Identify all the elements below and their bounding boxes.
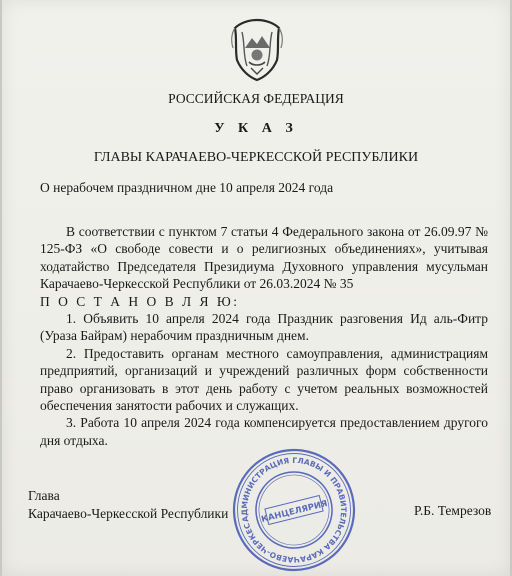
signatory-name: Р.Б. Темрезов xyxy=(414,503,492,518)
issuer-heading: ГЛАВЫ КАРАЧАЕВО-ЧЕРКЕССКОЙ РЕСПУБЛИКИ xyxy=(93,150,419,165)
stamp-outer-text: АДМИНИСТРАЦИЯ ГЛАВЫ И ПРАВИТЕЛЬСТВА КАРАЧАЕВО-ЧЕРКЕССКОЙ xyxy=(239,455,349,565)
document-body xyxy=(40,223,488,449)
preamble-paragraph: В соответствии с пунктом 7 статьи 4 Федерального закона от 26.09.97 № 125-ФЗ «О свободе совести и о религиозных объединениях», учитывая ходатайство Председателя Президиума Духовного управления мусульман Карачаево-Черкесской Республики от 26.03.2024 № 35 xyxy=(40,224,488,292)
decree-word: П О С Т А Н О В Л Я Ю: xyxy=(40,293,240,309)
signatory-title-line2: Карачаево-Черкесской Республики xyxy=(28,506,229,521)
decree-item-2: 2. Предоставить органам местного самоуправления, администрациям предприятий, организаций и учреждений различных форм собственности право организовать в этот день работу с учетом реальных возможностей обеспечения занятости рабочих и служащих. xyxy=(40,345,488,414)
country-heading: РОССИЙСКАЯ ФЕДЕРАЦИЯ xyxy=(168,91,344,106)
stamp-center-text: КАНЦЕЛЯРИЯ xyxy=(260,498,329,525)
signatory-title xyxy=(28,487,228,523)
document-page xyxy=(2,0,510,576)
official-stamp-seal xyxy=(230,446,358,574)
decree-heading: У К А З xyxy=(214,121,298,136)
coat-of-arms-icon xyxy=(225,14,289,84)
signatory-title-line1: Глава xyxy=(28,488,60,503)
decree-item-1: 1. Объявить 10 апреля 2024 года Праздник разговения Ид аль-Фитр (Ураза Байрам) нерабочим праздничным днем. xyxy=(40,311,488,344)
document-subject: О нерабочем праздничном дне 10 апреля 2024 года xyxy=(40,180,334,195)
decree-item-3: 3. Работа 10 апреля 2024 года компенсируется предоставлением другого дня отдыха. xyxy=(40,415,488,448)
